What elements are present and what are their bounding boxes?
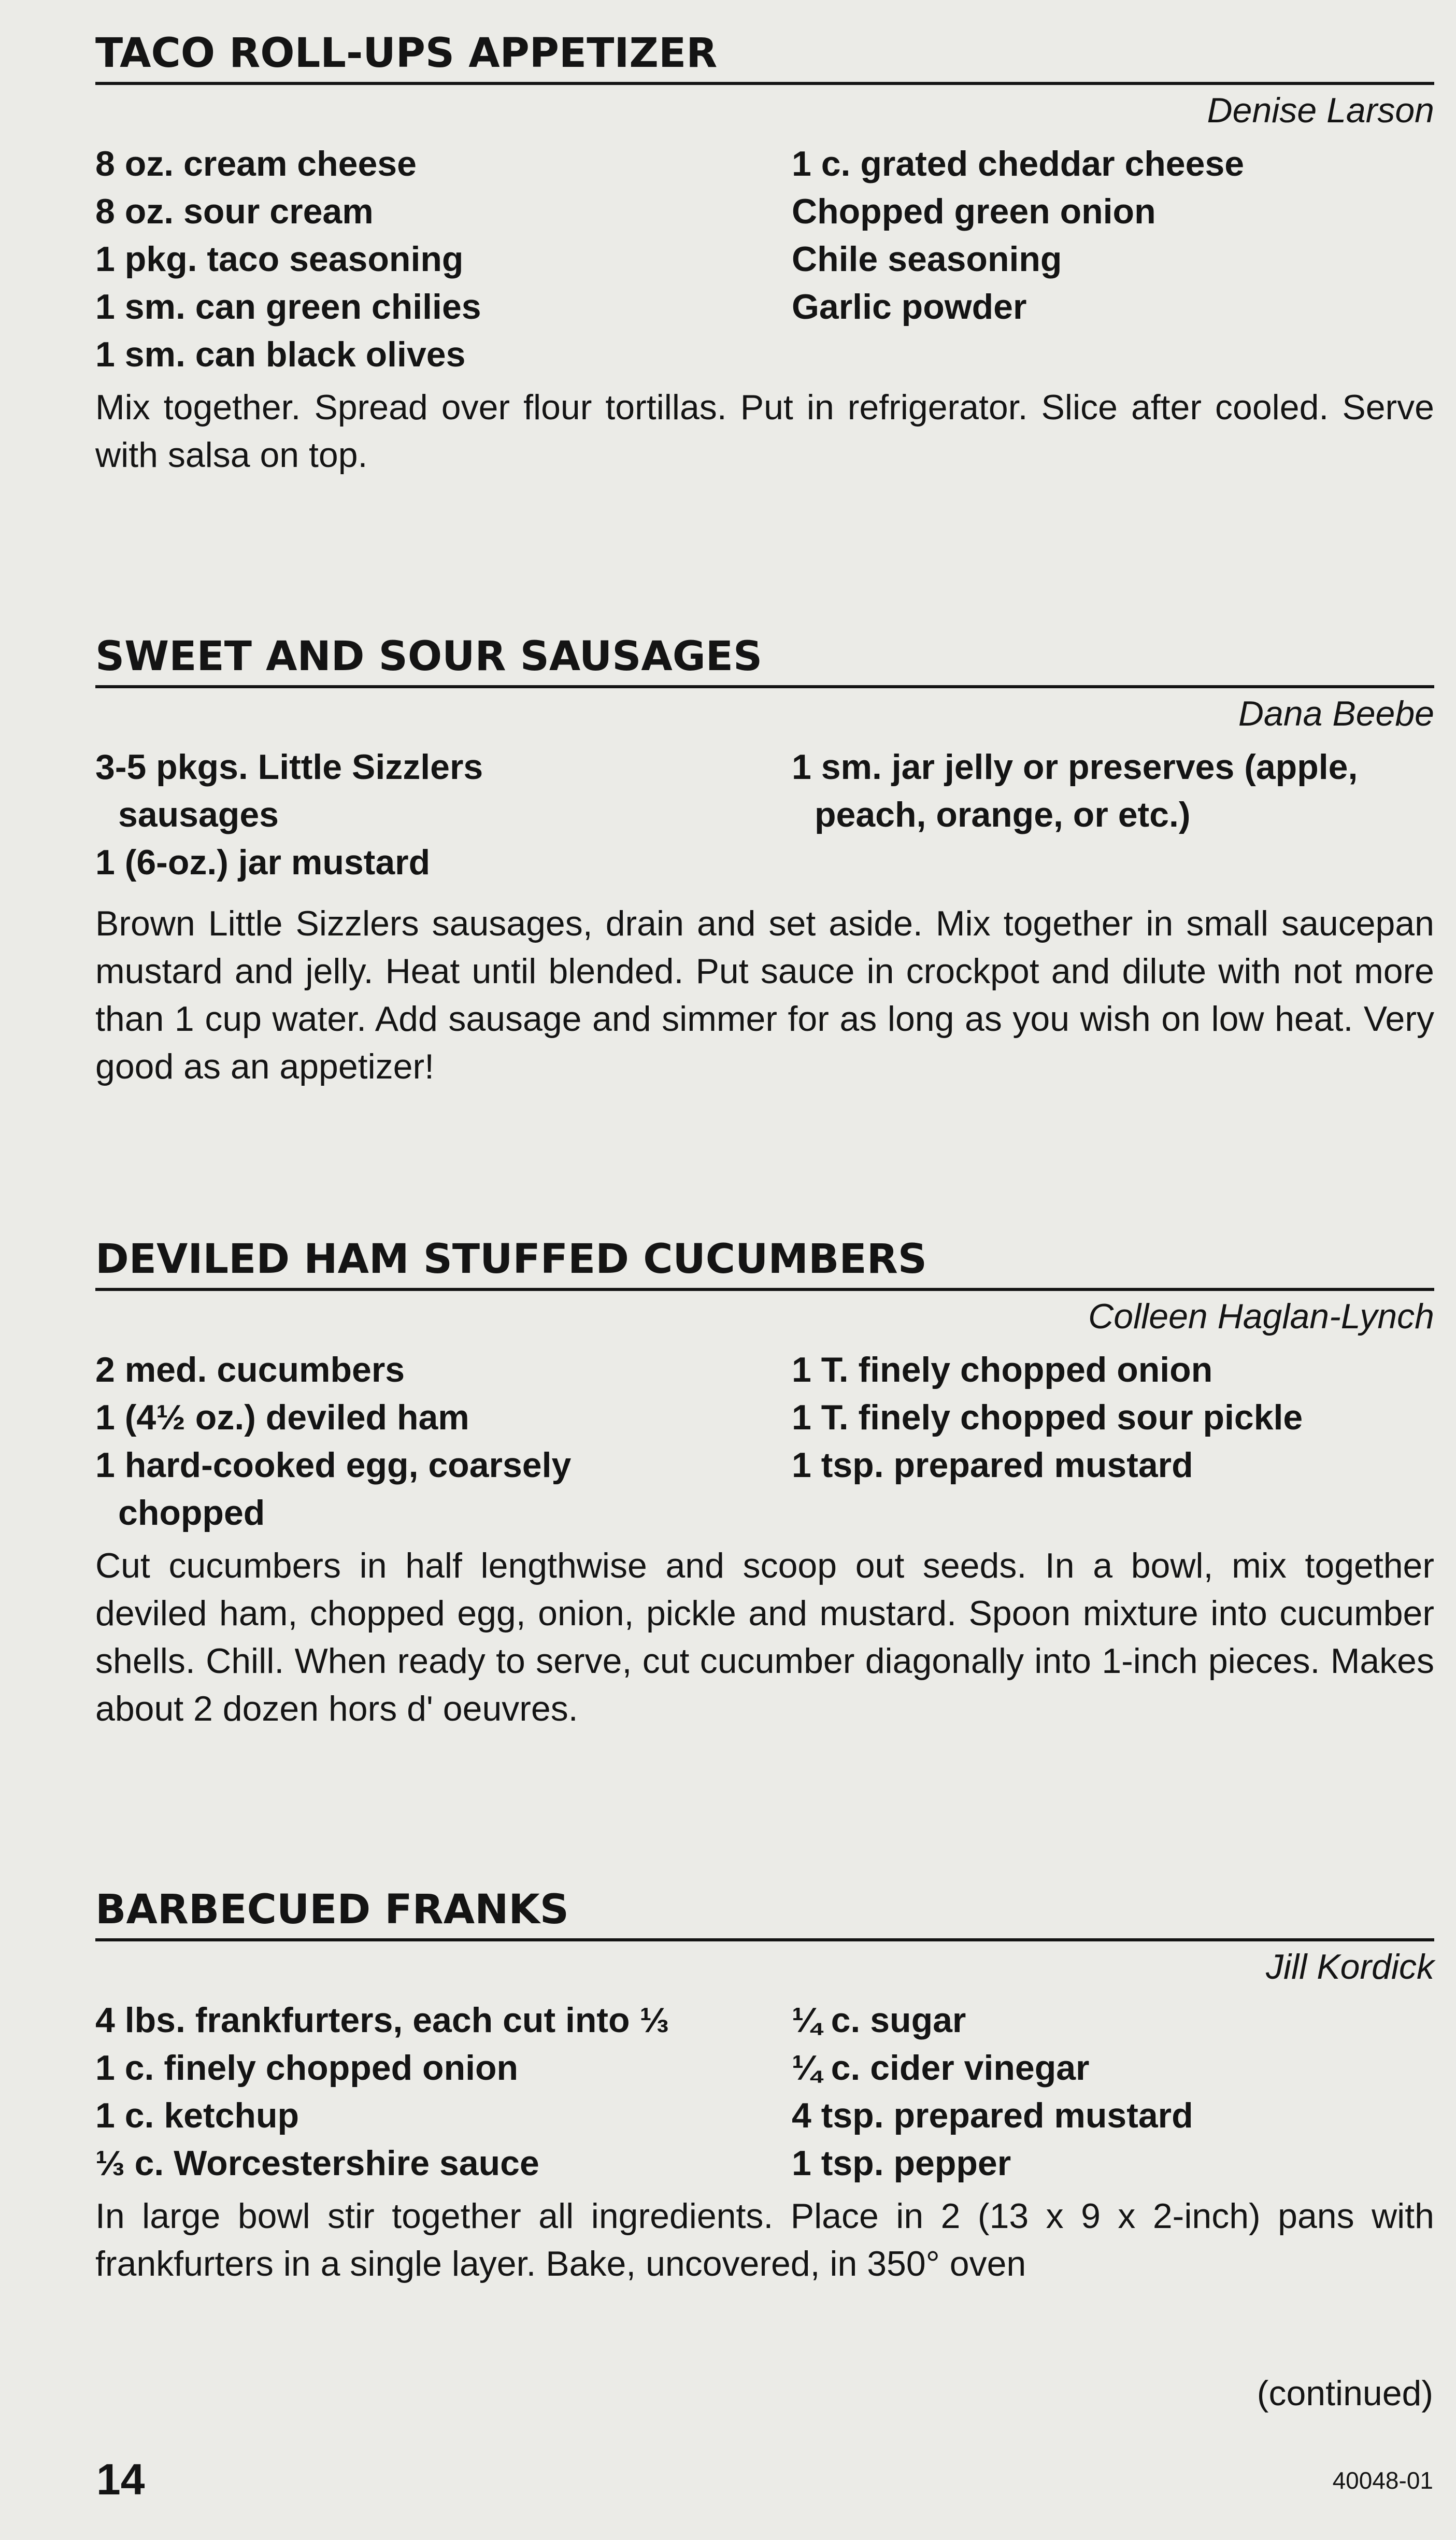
continued-note: (continued) bbox=[1257, 2374, 1433, 2413]
recipe-barbecued-franks bbox=[95, 1886, 1434, 2288]
ingredients-left-column bbox=[95, 140, 792, 378]
ingredient-list bbox=[95, 1996, 1434, 2187]
ingredient: ⅓ c. Worcestershire sauce bbox=[95, 2144, 539, 2183]
ingredient: 3-5 pkgs. Little Sizzlers sausages bbox=[95, 747, 483, 834]
recipe-directions: Brown Little Sizzlers sausages, drain and set aside. Mix together in small saucepan mustard and jelly. Heat until blended. Put sauce in crockpot and dilute with not more than 1 cup water. Add sausage and simmer for as long as you wish on low heat. Very good as an appetizer! bbox=[95, 904, 1434, 1086]
ingredient: ¼ c. sugar bbox=[792, 2000, 966, 2040]
ingredient-list bbox=[95, 140, 1434, 378]
ingredients-left-column bbox=[95, 1996, 792, 2187]
recipe-sweet-and-sour-sausages bbox=[95, 633, 1434, 1090]
ingredients-left-column bbox=[95, 743, 792, 886]
ingredient: Chopped green onion bbox=[792, 192, 1156, 231]
recipe-title: DEVILED HAM STUFFED CUCUMBERS bbox=[95, 1236, 927, 1283]
recipe-directions: In large bowl stir together all ingredients. Place in 2 (13 x 9 x 2-inch) pans with frankfurters in a single layer. Bake, uncovered, in 350° oven bbox=[95, 2196, 1434, 2283]
ingredient: 1 tsp. prepared mustard bbox=[792, 1445, 1193, 1485]
recipe-author: Colleen Haglan-Lynch bbox=[1088, 1297, 1434, 1336]
ingredient: 8 oz. cream cheese bbox=[95, 144, 417, 183]
recipe-directions: Cut cucumbers in half lengthwise and scoop out seeds. In a bowl, mix together deviled ham, chopped egg, onion, pickle and mustard. Spoon mixture into cucumber shells. Chill. When ready to serve, cut cucumber diagonally into 1-inch pieces. Makes about 2 dozen hors d' oeuvres. bbox=[95, 1546, 1434, 1728]
recipe-taco-roll-ups bbox=[95, 30, 1434, 479]
ingredient: 1 c. grated cheddar cheese bbox=[792, 144, 1245, 183]
recipe-deviled-ham-stuffed-cucumbers bbox=[95, 1236, 1434, 1733]
ingredient: 2 med. cucumbers bbox=[95, 1350, 405, 1389]
ingredients-right-column bbox=[792, 140, 1434, 378]
ingredient: 1 (4½ oz.) deviled ham bbox=[95, 1398, 469, 1437]
ingredient: 1 sm. can green chilies bbox=[95, 287, 481, 327]
ingredient: 1 T. finely chopped onion bbox=[792, 1350, 1213, 1389]
title-rule bbox=[95, 1938, 1434, 1941]
ingredient: Chile seasoning bbox=[792, 239, 1062, 279]
ingredient: 1 hard-cooked egg, coarsely chopped bbox=[95, 1445, 572, 1532]
ingredients-right-column bbox=[792, 1996, 1434, 2187]
title-rule bbox=[95, 685, 1434, 688]
recipe-author: Dana Beebe bbox=[1238, 694, 1434, 733]
ingredient: 4 tsp. prepared mustard bbox=[792, 2096, 1193, 2135]
ingredient: 1 c. finely chopped onion bbox=[95, 2048, 519, 2088]
ingredient: 1 c. ketchup bbox=[95, 2096, 299, 2135]
ingredient-list bbox=[95, 1346, 1434, 1537]
recipe-title: BARBECUED FRANKS bbox=[95, 1886, 569, 1933]
ingredient: Garlic powder bbox=[792, 287, 1027, 327]
ingredient: 1 (6-oz.) jar mustard bbox=[95, 843, 431, 882]
page-number: 14 bbox=[96, 2455, 145, 2504]
recipe-title: TACO ROLL-UPS APPETIZER bbox=[95, 30, 718, 77]
ingredients-right-column bbox=[792, 1346, 1434, 1537]
ingredient: 4 lbs. frankfurters, each cut into ⅓ bbox=[95, 2000, 669, 2040]
ingredient: 1 tsp. pepper bbox=[792, 2144, 1011, 2183]
ingredient: 1 sm. jar jelly or preserves (apple, peach, orange, or etc.) bbox=[792, 747, 1358, 834]
ingredient: ¼ c. cider vinegar bbox=[792, 2048, 1090, 2088]
recipe-author: Denise Larson bbox=[1207, 91, 1434, 130]
ingredient: 1 sm. can black olives bbox=[95, 335, 466, 374]
recipe-title: SWEET AND SOUR SAUSAGES bbox=[95, 633, 763, 680]
print-code: 40048-01 bbox=[1332, 2467, 1433, 2494]
recipe-directions: Mix together. Spread over flour tortillas. Put in refrigerator. Slice after cooled. Serve with salsa on top. bbox=[95, 388, 1434, 475]
ingredient: 8 oz. sour cream bbox=[95, 192, 374, 231]
title-rule bbox=[95, 1288, 1434, 1291]
ingredient-list bbox=[95, 743, 1434, 886]
ingredients-right-column bbox=[792, 743, 1434, 886]
ingredients-left-column bbox=[95, 1346, 792, 1537]
ingredient: 1 T. finely chopped sour pickle bbox=[792, 1398, 1303, 1437]
ingredient: 1 pkg. taco seasoning bbox=[95, 239, 464, 279]
title-rule bbox=[95, 82, 1434, 85]
recipe-author: Jill Kordick bbox=[1266, 1947, 1434, 1986]
